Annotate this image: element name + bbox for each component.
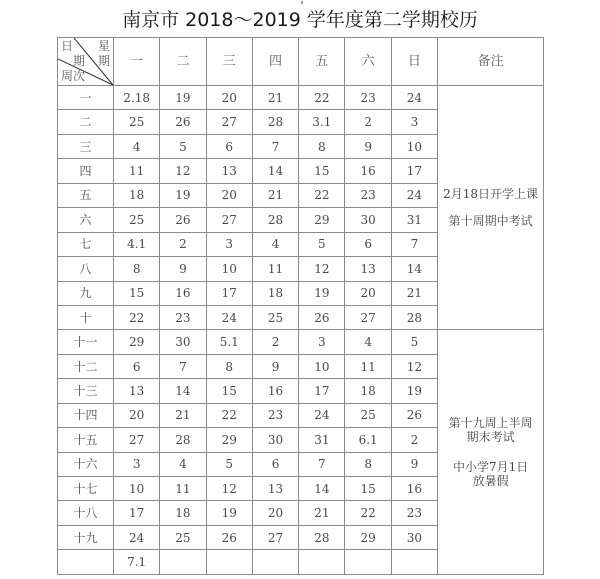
date-cell: 23 — [160, 305, 206, 329]
date-cell: 6 — [345, 232, 391, 256]
date-cell: 29 — [345, 525, 391, 549]
date-cell: 7 — [160, 354, 206, 378]
date-cell: 8 — [299, 134, 345, 158]
date-cell: 20 — [206, 86, 252, 110]
date-cell: 6.1 — [345, 428, 391, 452]
date-cell: 21 — [252, 183, 298, 207]
header-day-fri: 五 — [299, 38, 345, 86]
date-cell: 3 — [391, 110, 437, 134]
week-number-cell: 四 — [58, 159, 114, 183]
date-cell: 23 — [345, 86, 391, 110]
date-cell: 2.18 — [114, 86, 160, 110]
date-cell: 2 — [345, 110, 391, 134]
page-title: 南京市 2018～2019 学年度第二学期校历 — [122, 9, 478, 31]
date-cell: 11 — [160, 477, 206, 501]
date-cell: 25 — [160, 525, 206, 549]
date-cell: 17 — [114, 501, 160, 525]
week-number-cell: 七 — [58, 232, 114, 256]
date-cell: 26 — [299, 305, 345, 329]
week-number-cell — [58, 550, 114, 574]
date-cell: 23 — [252, 403, 298, 427]
date-cell: 27 — [114, 428, 160, 452]
date-cell: 2 — [252, 330, 298, 354]
date-cell — [252, 550, 298, 574]
date-cell: 16 — [391, 477, 437, 501]
date-cell: 22 — [299, 183, 345, 207]
date-cell: 9 — [252, 354, 298, 378]
notes-cell-1 — [438, 86, 544, 330]
date-cell: 16 — [252, 379, 298, 403]
week-number-cell: 十五 — [58, 428, 114, 452]
date-cell: 28 — [299, 525, 345, 549]
week-number-cell: 五 — [58, 183, 114, 207]
date-cell: 4 — [160, 452, 206, 476]
corner-label-qi-left: 期 — [73, 54, 86, 68]
week-number-cell: 十八 — [58, 501, 114, 525]
date-cell: 28 — [252, 110, 298, 134]
header-day-thu: 四 — [252, 38, 298, 86]
date-cell: 5 — [299, 232, 345, 256]
corner-label-zhouci: 周次 — [61, 69, 86, 83]
week-number-cell: 三 — [58, 134, 114, 158]
date-cell: 15 — [114, 281, 160, 305]
corner-label-ri: 日 — [61, 39, 74, 53]
date-cell: 25 — [114, 110, 160, 134]
date-cell — [391, 550, 437, 574]
date-cell: 6 — [206, 134, 252, 158]
date-cell: 29 — [299, 208, 345, 232]
note-line: 期末考试 — [466, 430, 515, 445]
date-cell: 7 — [252, 134, 298, 158]
header-notes: 备注 — [438, 38, 544, 86]
date-cell: 5.1 — [206, 330, 252, 354]
date-cell: 14 — [299, 477, 345, 501]
header-day-wed: 三 — [206, 38, 252, 86]
date-cell: 23 — [391, 501, 437, 525]
date-cell: 4 — [345, 330, 391, 354]
header-day-tue: 二 — [160, 38, 206, 86]
corner-label-qi-right: 期 — [98, 54, 111, 68]
date-cell: 8 — [114, 257, 160, 281]
date-cell: 13 — [206, 159, 252, 183]
week-row — [58, 330, 544, 354]
date-cell: 21 — [252, 86, 298, 110]
week-number-cell: 十七 — [58, 477, 114, 501]
date-cell: 31 — [391, 208, 437, 232]
date-cell: 20 — [206, 183, 252, 207]
date-cell: 21 — [299, 501, 345, 525]
date-cell: 27 — [345, 305, 391, 329]
date-cell: 8 — [206, 354, 252, 378]
date-cell: 30 — [252, 428, 298, 452]
date-cell: 17 — [299, 379, 345, 403]
date-cell: 13 — [114, 379, 160, 403]
week-number-cell: 十九 — [58, 525, 114, 549]
date-cell: 25 — [114, 208, 160, 232]
date-cell: 25 — [345, 403, 391, 427]
date-cell — [345, 550, 391, 574]
date-cell: 19 — [299, 281, 345, 305]
week-number-cell: 八 — [58, 257, 114, 281]
date-cell: 9 — [391, 452, 437, 476]
note-line: 中小学7月1日 — [452, 460, 529, 475]
date-cell: 3 — [114, 452, 160, 476]
week-number-cell: 十 — [58, 305, 114, 329]
date-cell: 19 — [160, 86, 206, 110]
date-cell: 4 — [252, 232, 298, 256]
date-cell: 7.1 — [114, 550, 160, 574]
note-line: 第十九周上半周 — [448, 416, 533, 431]
date-cell: 26 — [160, 110, 206, 134]
header-day-sat: 六 — [345, 38, 391, 86]
header-day-sun: 日 — [391, 38, 437, 86]
date-cell: 14 — [160, 379, 206, 403]
date-cell: 19 — [391, 379, 437, 403]
date-cell: 25 — [252, 305, 298, 329]
date-cell: 7 — [299, 452, 345, 476]
date-cell: 5 — [206, 452, 252, 476]
date-cell: 4 — [114, 134, 160, 158]
date-cell: 2 — [160, 232, 206, 256]
date-cell: 24 — [299, 403, 345, 427]
date-cell — [299, 550, 345, 574]
date-cell: 6 — [114, 354, 160, 378]
date-cell — [160, 550, 206, 574]
date-cell: 27 — [206, 208, 252, 232]
date-cell: 12 — [160, 159, 206, 183]
date-cell: 5 — [160, 134, 206, 158]
notes-cell-2 — [438, 330, 544, 574]
date-cell: 30 — [160, 330, 206, 354]
date-cell: 26 — [391, 403, 437, 427]
date-cell: 22 — [299, 86, 345, 110]
week-number-cell: 十六 — [58, 452, 114, 476]
date-cell: 15 — [345, 477, 391, 501]
date-cell: 14 — [252, 159, 298, 183]
date-cell: 11 — [252, 257, 298, 281]
date-cell: 18 — [345, 379, 391, 403]
week-number-cell: 十一 — [58, 330, 114, 354]
date-cell: 28 — [391, 305, 437, 329]
note-line — [438, 444, 543, 460]
week-number-cell: 九 — [58, 281, 114, 305]
date-cell: 16 — [345, 159, 391, 183]
date-cell: 21 — [391, 281, 437, 305]
date-cell: 20 — [252, 501, 298, 525]
date-cell: 20 — [345, 281, 391, 305]
date-cell: 30 — [391, 525, 437, 549]
date-cell: 8 — [345, 452, 391, 476]
date-cell: 15 — [299, 159, 345, 183]
date-cell: 14 — [391, 257, 437, 281]
date-cell: 18 — [114, 183, 160, 207]
week-number-cell: 十四 — [58, 403, 114, 427]
date-cell: 15 — [206, 379, 252, 403]
date-cell: 16 — [160, 281, 206, 305]
date-cell: 24 — [391, 86, 437, 110]
date-cell: 24 — [206, 305, 252, 329]
week-number-cell: 十三 — [58, 379, 114, 403]
date-cell — [206, 550, 252, 574]
date-cell: 13 — [345, 257, 391, 281]
date-cell: 18 — [252, 281, 298, 305]
date-cell: 30 — [345, 208, 391, 232]
date-cell: 24 — [114, 525, 160, 549]
date-cell: 12 — [206, 477, 252, 501]
note-line: 放暑假 — [472, 474, 509, 489]
date-cell: 26 — [206, 525, 252, 549]
header-day-mon: 一 — [114, 38, 160, 86]
date-cell: 18 — [160, 501, 206, 525]
note-line: 第十周期中考试 — [448, 214, 533, 229]
corner-label-xing: 星 — [98, 39, 111, 53]
date-cell: 22 — [206, 403, 252, 427]
date-cell: 27 — [206, 110, 252, 134]
date-cell: 3.1 — [299, 110, 345, 134]
week-number-cell: 六 — [58, 208, 114, 232]
date-cell: 29 — [114, 330, 160, 354]
date-cell: 13 — [252, 477, 298, 501]
date-cell: 10 — [299, 354, 345, 378]
week-number-cell: 一 — [58, 86, 114, 110]
date-cell: 19 — [160, 183, 206, 207]
date-cell: 19 — [206, 501, 252, 525]
date-cell: 29 — [206, 428, 252, 452]
date-cell: 12 — [299, 257, 345, 281]
date-cell: 17 — [206, 281, 252, 305]
date-cell: 10 — [206, 257, 252, 281]
note-line: 2月18日开学上课 — [443, 187, 539, 202]
date-cell: 9 — [160, 257, 206, 281]
date-cell: 4.1 — [114, 232, 160, 256]
date-cell: 10 — [114, 477, 160, 501]
week-number-cell: 二 — [58, 110, 114, 134]
date-cell: 5 — [391, 330, 437, 354]
date-cell: 20 — [114, 403, 160, 427]
date-cell: 17 — [391, 159, 437, 183]
date-cell: 22 — [114, 305, 160, 329]
date-cell: 11 — [345, 354, 391, 378]
date-cell: 24 — [391, 183, 437, 207]
week-number-cell: 十二 — [58, 354, 114, 378]
date-cell: 2 — [391, 428, 437, 452]
school-calendar-table — [57, 37, 544, 575]
date-cell: 11 — [114, 159, 160, 183]
date-cell: 26 — [160, 208, 206, 232]
date-cell: 21 — [160, 403, 206, 427]
date-cell: 7 — [391, 232, 437, 256]
date-cell: 31 — [299, 428, 345, 452]
date-cell: 6 — [252, 452, 298, 476]
date-cell: 9 — [345, 134, 391, 158]
date-cell: 22 — [345, 501, 391, 525]
header-row — [58, 38, 544, 86]
date-cell: 10 — [391, 134, 437, 158]
week-row — [58, 86, 544, 110]
corner-header-cell — [58, 38, 114, 86]
date-cell: 23 — [345, 183, 391, 207]
date-cell: 12 — [391, 354, 437, 378]
scan-artifact-dot — [301, 1, 303, 4]
date-cell: 27 — [252, 525, 298, 549]
date-cell: 28 — [252, 208, 298, 232]
date-cell: 3 — [206, 232, 252, 256]
date-cell: 3 — [299, 330, 345, 354]
date-cell: 28 — [160, 428, 206, 452]
